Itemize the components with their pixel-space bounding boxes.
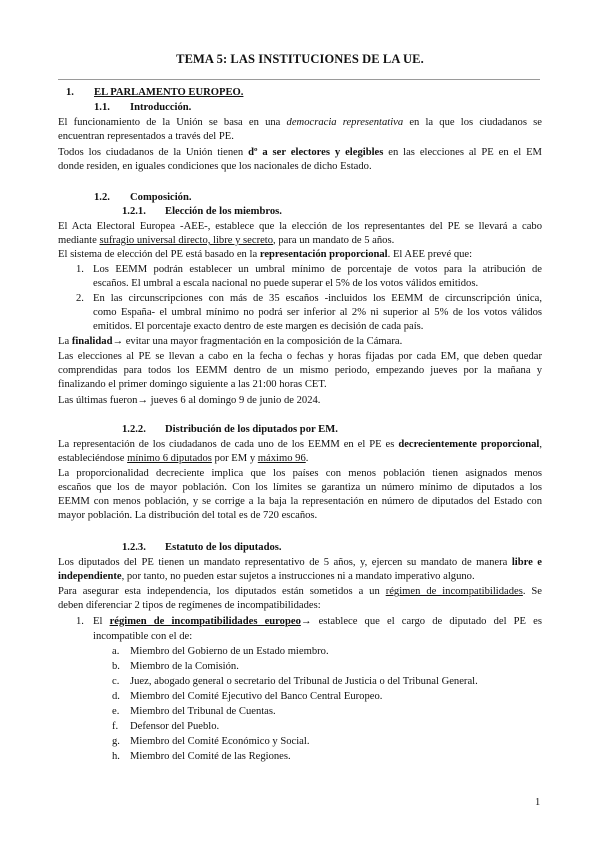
sub-item-letter: h. <box>112 751 120 762</box>
section-1-1-number: 1.1. <box>94 102 110 113</box>
estatuto-item-1-line-2: incompatible con el de: <box>93 631 193 642</box>
sub-item-letter: d. <box>112 691 120 702</box>
sub-item-text: Miembro del Gobierno de un Estado miembro. <box>130 646 329 657</box>
sub-item-text: Miembro de la Comisión. <box>130 661 239 672</box>
eleccion-line-3: El sistema de elección del PE está basado en la representación proporcional. El AEE prevé que: <box>58 249 473 260</box>
section-1-2-1-heading: Elección de los miembros. <box>165 206 282 217</box>
estatuto-item-1-number: 1. <box>76 616 84 627</box>
page-number: 1 <box>535 797 541 808</box>
estatuto-line-4: deben diferenciar 2 tipos de regímenes de incompatibilidades: <box>58 600 321 611</box>
sub-item-letter: c. <box>112 676 120 687</box>
section-1-2-2-heading: Distribución de los diputados por EM. <box>165 424 338 435</box>
sub-item-text: Juez, abogado general o secretario del Tribunal de Justicia o del Tribunal General. <box>130 676 478 687</box>
ultimas-elecciones-line: Las últimas fueron→ jueves 6 al domingo 9 de junio de 2024. <box>58 395 321 406</box>
estatuto-line-1: Los diputados del PE tienen un mandato representativo de 5 años, y, ejercen su mandato de manera libre e <box>58 557 543 568</box>
eleccion-item-1-line-1: Los EEMM podrán establecer un umbral mínimo de porcentaje de votos para la atribución de <box>93 264 542 275</box>
distribucion-line-3: La proporcionalidad decreciente implica que los países con menos población tienen asignados menos <box>58 468 542 479</box>
section-1-2-3-heading: Estatuto de los diputados. <box>165 542 282 553</box>
section-1-1-heading: Introducción. <box>130 102 192 113</box>
title-divider <box>58 79 540 80</box>
elecciones-line-3: finalizando el primer domingo siguiente a las 21:00 horas CET. <box>58 379 327 390</box>
estatuto-line-2: independiente, por tanto, no pueden estar sujetos a instrucciones ni a mandato imperativo alguno. <box>58 571 475 582</box>
estatuto-line-3: Para asegurar esta independencia, los diputados están sometidos a un régimen de incompatibilidades. Se <box>58 586 542 597</box>
eleccion-line-1: El Acta Electoral Europea -AEE-, establece que la elección de los representantes del PE se llevará a cabo <box>58 221 542 232</box>
distribucion-line-5: EEMM con menos población, y se corrige a la baja la representación en número de diputados del Estado con <box>58 496 542 507</box>
sub-item-text: Defensor del Pueblo. <box>130 721 220 732</box>
finalidad-line: La finalidad→ evitar una mayor fragmentación en la composición de la Cámara. <box>58 336 403 347</box>
sub-item-text: Miembro del Comité Económico y Social. <box>130 736 310 747</box>
section-1-heading: EL PARLAMENTO EUROPEO. <box>94 87 244 98</box>
elecciones-line-1: Las elecciones al PE se llevan a cabo en la fecha o fechas y horas fijadas por cada EM, que deben quedar <box>58 351 542 362</box>
distribucion-line-2: estableciéndose mínimo 6 diputados por EM y máximo 96. <box>58 453 309 464</box>
eleccion-item-2-line-1: En las circunscripciones con más de 35 escaños -incluidos los EEMM de circunscripción única, <box>93 293 542 304</box>
distribucion-line-4: escaños que los de mayor población. Con los límites se garantiza un número mínimo de diputados a los <box>58 482 542 493</box>
elecciones-line-2: comprendidas para todos los EEMM dentro de un mismo periodo, empezando jueves por la mañana y <box>58 365 542 376</box>
section-1-2-3-number: 1.2.3. <box>122 542 146 553</box>
eleccion-item-1-line-2: escaños. El umbral a escala nacional no puede superar el 5% de los votos válidos emitidos. <box>93 278 479 289</box>
intro-line-3: Todos los ciudadanos de la Unión tienen dº a ser electores y elegibles en las elecciones al PE en el EM <box>58 147 542 158</box>
sub-item-text: Miembro del Comité de las Regiones. <box>130 751 291 762</box>
sub-item-letter: f. <box>112 721 119 732</box>
sub-item-text: Miembro del Comité Ejecutivo del Banco Central Europeo. <box>130 691 383 702</box>
eleccion-line-2: mediante sufragio universal directo, libre y secreto, para un mandato de 5 años. <box>58 235 395 246</box>
section-1-2-heading: Composición. <box>130 192 192 203</box>
page-title: TEMA 5: LAS INSTITUCIONES DE LA UE. <box>176 52 424 66</box>
eleccion-item-2-line-3: emitidos. El porcentaje exacto dentro de este margen es decisión de cada país. <box>93 321 424 332</box>
distribucion-line-1: La representación de los ciudadanos de cada uno de los EEMM en el PE es decrecientemente proporcional, <box>58 439 543 450</box>
section-1-number: 1. <box>66 87 74 98</box>
sub-item-letter: a. <box>112 646 120 657</box>
sub-item-text: Miembro del Tribunal de Cuentas. <box>130 706 276 717</box>
eleccion-item-2-number: 2. <box>76 293 84 304</box>
distribucion-line-6: mayor población. La distribución del total es de 720 escaños. <box>58 510 318 521</box>
section-1-2-number: 1.2. <box>94 192 110 203</box>
sub-item-letter: b. <box>112 661 120 672</box>
estatuto-item-1-line-1: El régimen de incompatibilidades europeo→ establece que el cargo de diputado del PE es <box>93 616 542 627</box>
sub-item-letter: g. <box>112 736 120 747</box>
intro-line-1: El funcionamiento de la Unión se basa en una democracia representativa en la que los ciudadanos se <box>58 117 542 128</box>
eleccion-item-2-line-2: como España- el umbral mínimo no podrá ser inferior al 2% ni superior al 5% de los votos válidos <box>93 307 542 318</box>
intro-line-2: encuentran representados a través del PE. <box>58 131 234 142</box>
intro-line-4: donde residen, en iguales condiciones que los nacionales de dicho Estado. <box>58 161 372 172</box>
section-1-2-2-number: 1.2.2. <box>122 424 146 435</box>
sub-item-letter: e. <box>112 706 120 717</box>
eleccion-item-1-number: 1. <box>76 264 84 275</box>
section-1-2-1-number: 1.2.1. <box>122 206 146 217</box>
